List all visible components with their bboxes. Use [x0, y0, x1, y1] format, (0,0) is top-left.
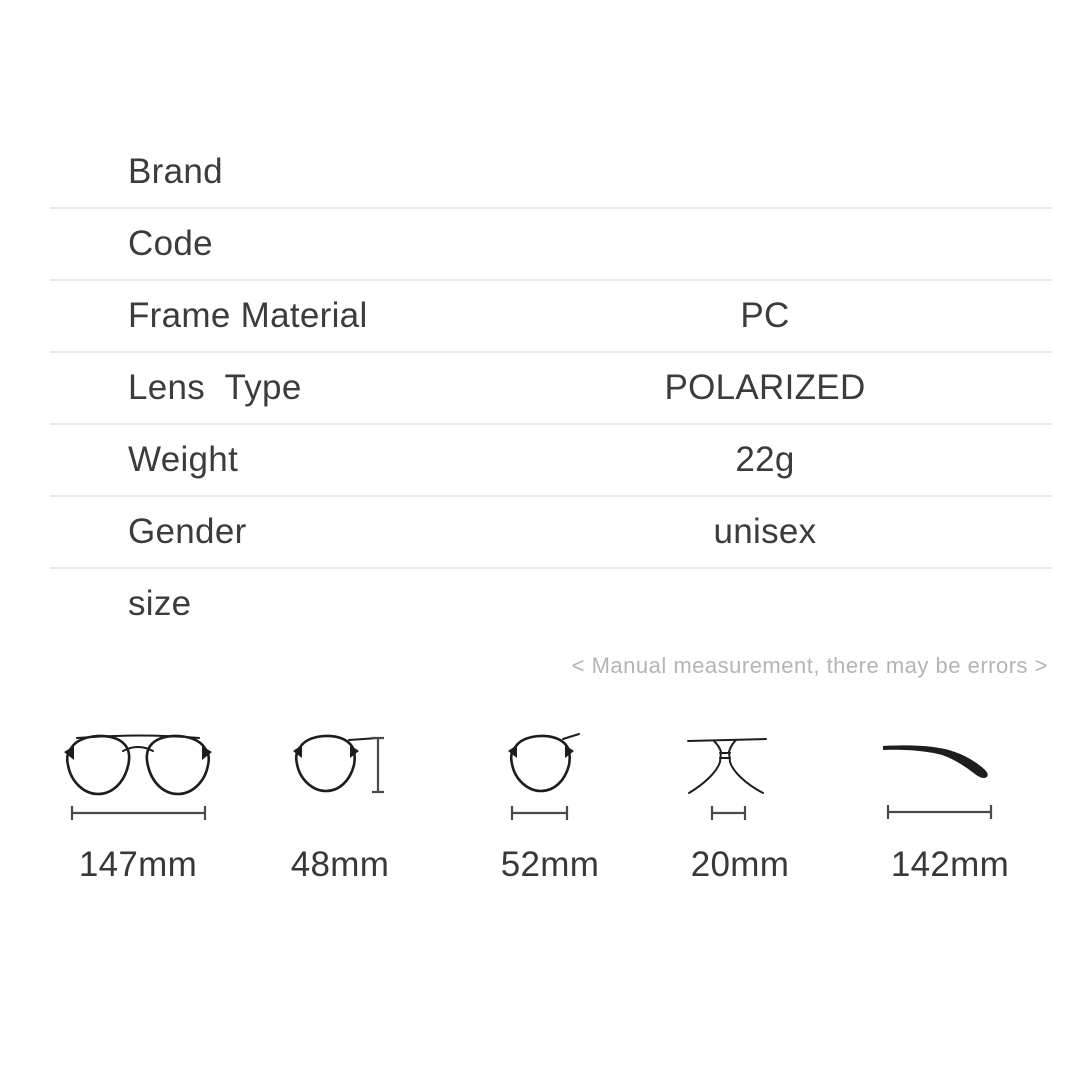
- spec-label-code: Code: [128, 224, 213, 263]
- spec-label-size: size: [128, 584, 192, 623]
- spec-value-lens-type: POLARIZED: [664, 368, 866, 407]
- temple-length-icon: [878, 731, 998, 826]
- temple-length-value: 142mm: [890, 845, 1010, 884]
- measurement-note: < Manual measurement, there may be errors >: [571, 653, 1048, 678]
- spec-label-frame-material: Frame Material: [128, 296, 368, 335]
- frame-width-icon: [63, 731, 213, 826]
- spec-row-size: [50, 569, 1052, 639]
- spec-row-brand: [50, 137, 1052, 209]
- spec-value-weight: 22g: [735, 440, 795, 479]
- spec-label-gender: Gender: [128, 512, 247, 551]
- lens-width-value: 52mm: [500, 845, 600, 884]
- spec-label-weight: Weight: [128, 440, 239, 479]
- lens-height-value: 48mm: [290, 845, 390, 884]
- bridge-width-icon: [684, 731, 774, 826]
- spec-value-frame-material: PC: [740, 296, 790, 335]
- spec-row-frame-material: [50, 281, 1052, 353]
- lens-height-icon: [293, 731, 393, 826]
- spec-row-weight: [50, 425, 1052, 497]
- bridge-width-value: 20mm: [690, 845, 790, 884]
- spec-value-gender: unisex: [713, 512, 817, 551]
- lens-width-icon: [505, 731, 585, 826]
- spec-label-brand: Brand: [128, 152, 223, 191]
- spec-label-lens-type: Lens Type: [128, 368, 302, 407]
- spec-table: [50, 137, 1052, 639]
- spec-row-lens-type: [50, 353, 1052, 425]
- spec-row-code: [50, 209, 1052, 281]
- spec-row-gender: [50, 497, 1052, 569]
- frame-width-value: 147mm: [78, 845, 198, 884]
